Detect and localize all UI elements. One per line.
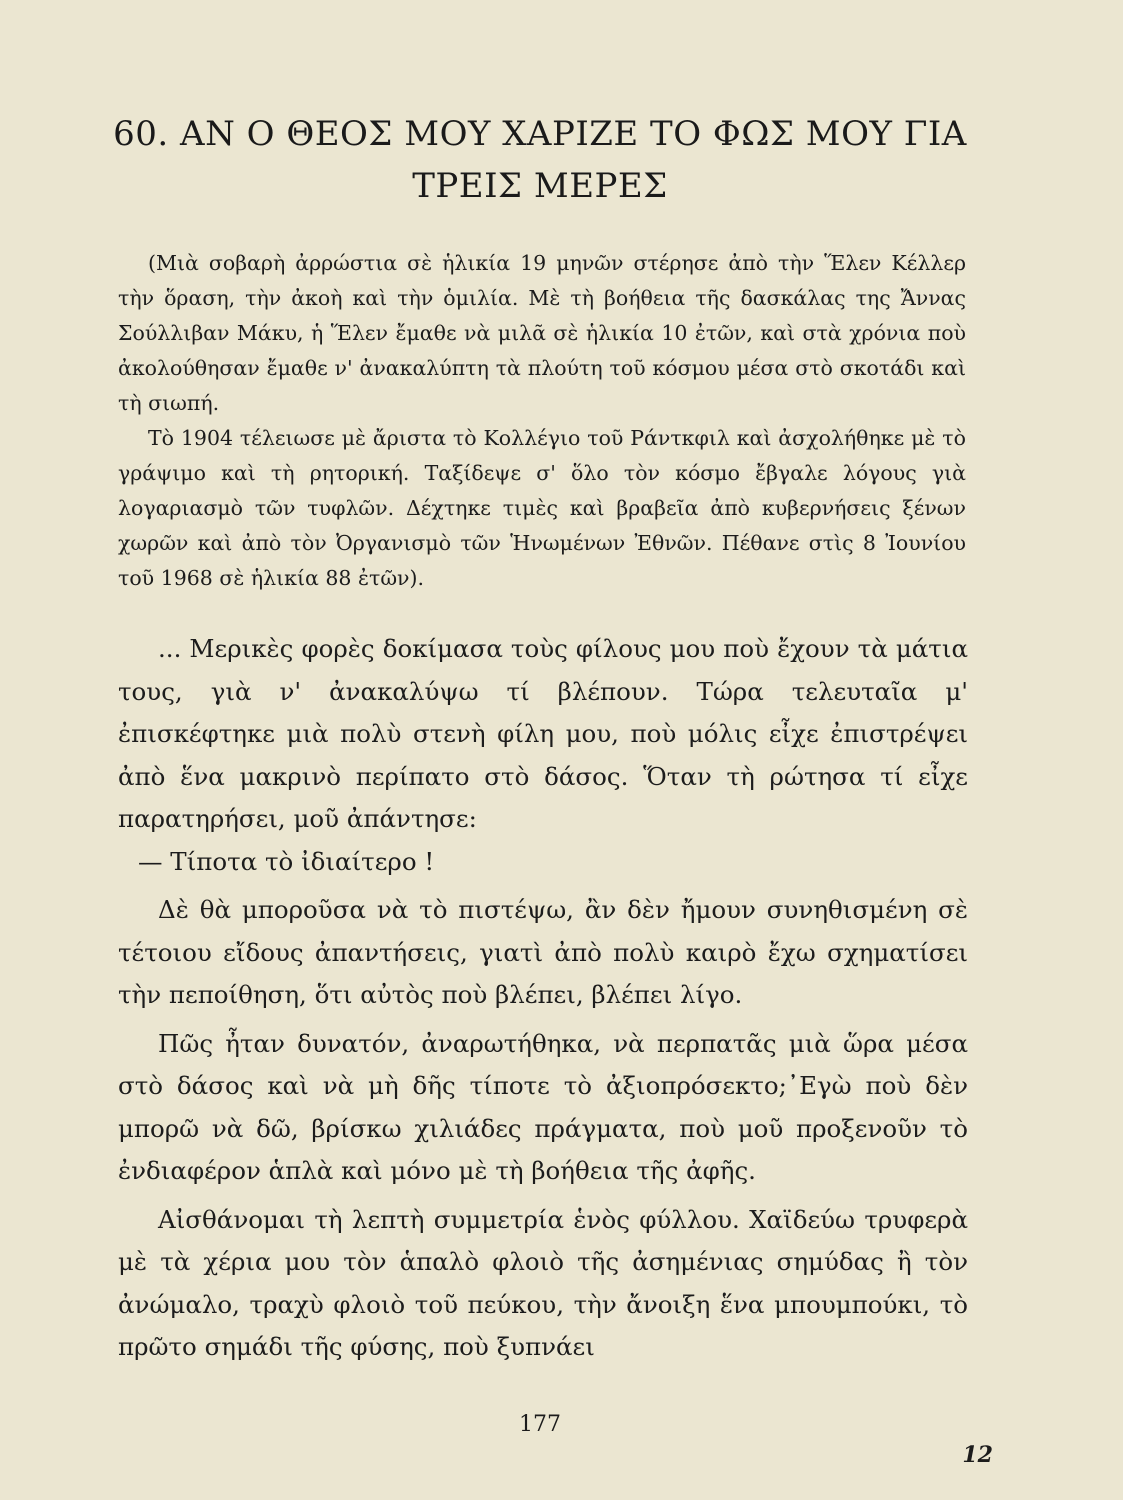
signature-mark: 12 bbox=[962, 1442, 993, 1468]
dialogue-line: — Τίποτα τὸ ἰδιαίτερο ! bbox=[138, 846, 435, 876]
intro-paragraph: Τὸ 1904 τέλειωσε μὲ ἄριστα τὸ Κολλέγιο τοῦ Ράντκφιλ καὶ ἀσχολήθηκε μὲ τὸ γράψιμο καὶ τὴ ρητορική. Ταξίδεψε σ' ὅλο τὸν κόσμο ἔβγαλε λόγους γιὰ λογαριασμὸ τῶν τυφλῶν. Δέχτηκε τιμὲς καὶ βραβεῖα ἀπὸ κυβερνήσεις ξένων χωρῶν καὶ ἀπὸ τὸν Ὀργανισμὸ τῶν Ἡνωμένων Ἐθνῶν. Πέθανε στὶς 8 Ἰουνίου τοῦ 1968 σὲ ἡλικία 88 ἐτῶν). bbox=[118, 426, 966, 590]
intro-block bbox=[118, 246, 966, 596]
page-number: 177 bbox=[519, 1412, 561, 1437]
body-paragraph: Πῶς ἦταν δυνατόν, ἀναρωτήθηκα, νὰ περπατᾶς μιὰ ὥρα μέσα στὸ δάσος καὶ νὰ μὴ δῆς τίποτε τὸ ἀξιοπρόσεκτο;᾿Εγὼ ποὺ δὲν μπορῶ νὰ δῶ, βρίσκω χιλιάδες πράγματα, ποὺ μοῦ προξενοῦν τὸ ἐνδιαφέρον ἁπλὰ καὶ μόνο μὲ τὴ βοήθεια τῆς ἀφῆς. bbox=[118, 1028, 968, 1185]
body-paragraph: Αἰσθάνομαι τὴ λεπτὴ συμμετρία ἑνὸς φύλλου. Χαϊδεύω τρυφερὰ μὲ τὰ χέρια μου τὸν ἁπαλὸ φλοιὸ τῆς ἀσημένιας σημύδας ἢ τὸν ἀνώμαλο, τραχὺ φλοιὸ τοῦ πεύκου, τὴν ἄνοιξη ἕνα μπουμπούκι, τὸ πρῶτο σημάδι τῆς φύσης, ποὺ ξυπνάει bbox=[118, 1204, 968, 1361]
intro-paragraph: (Μιὰ σοβαρὴ ἀρρώστια σὲ ἡλικία 19 μηνῶν στέρησε ἀπὸ τὴν Ἕλεν Κέλλερ τὴν ὅραση, τὴν ἀκοὴ καὶ τὴν ὁμιλία. Μὲ τὴ βοήθεια τῆς δασκάλας της Ἄννας Σούλλιβαν Μάκυ, ἡ Ἕλεν ἔμαθε νὰ μιλᾶ σὲ ἡλικία 10 ἐτῶν, καὶ στὰ χρόνια ποὺ ἀκολούθησαν ἔμαθε ν' ἀνακαλύπτη τὰ πλούτη τοῦ κόσμου μέσα στὸ σκοτάδι καὶ τὴ σιωπή. bbox=[118, 251, 966, 415]
body-paragraph: ... Μερικὲς φορὲς δοκίμασα τοὺς φίλους μου ποὺ ἔχουν τὰ μάτια τους, γιὰ ν' ἀνακαλύψω τί βλέπουν. Τώρα τελευταῖα μ' ἐπισκέφτηκε μιὰ πολὺ στενὴ φίλη μου, ποὺ μόλις εἶχε ἐπιστρέψει ἀπὸ ἕνα μακρινὸ περίπατο στὸ δάσος. Ὅταν τὴ ρώτησα τί εἶχε παρατηρήσει, μοῦ ἀπάντησε: bbox=[118, 634, 968, 833]
main-text bbox=[118, 628, 968, 1369]
chapter-title: 60. ΑΝ Ο ΘΕΟΣ ΜΟΥ ΧΑΡΙΖΕ ΤΟ ΦΩΣ ΜΟΥ ΓΙΑ ΤΡΕΙΣ ΜΕΡΕΣ bbox=[113, 114, 967, 206]
body-paragraph: Δὲ θὰ μποροῦσα νὰ τὸ πιστέψω, ἂν δὲν ἤμουν συνηθισμένη σὲ τέτοιου εἴδους ἀπαντήσεις, γιατὶ ἀπὸ πολὺ καιρὸ ἔχω σχηματίσει τὴν πεποίθηση, ὅτι αὐτὸς ποὺ βλέπει, βλέπει λίγο. bbox=[118, 895, 968, 1009]
